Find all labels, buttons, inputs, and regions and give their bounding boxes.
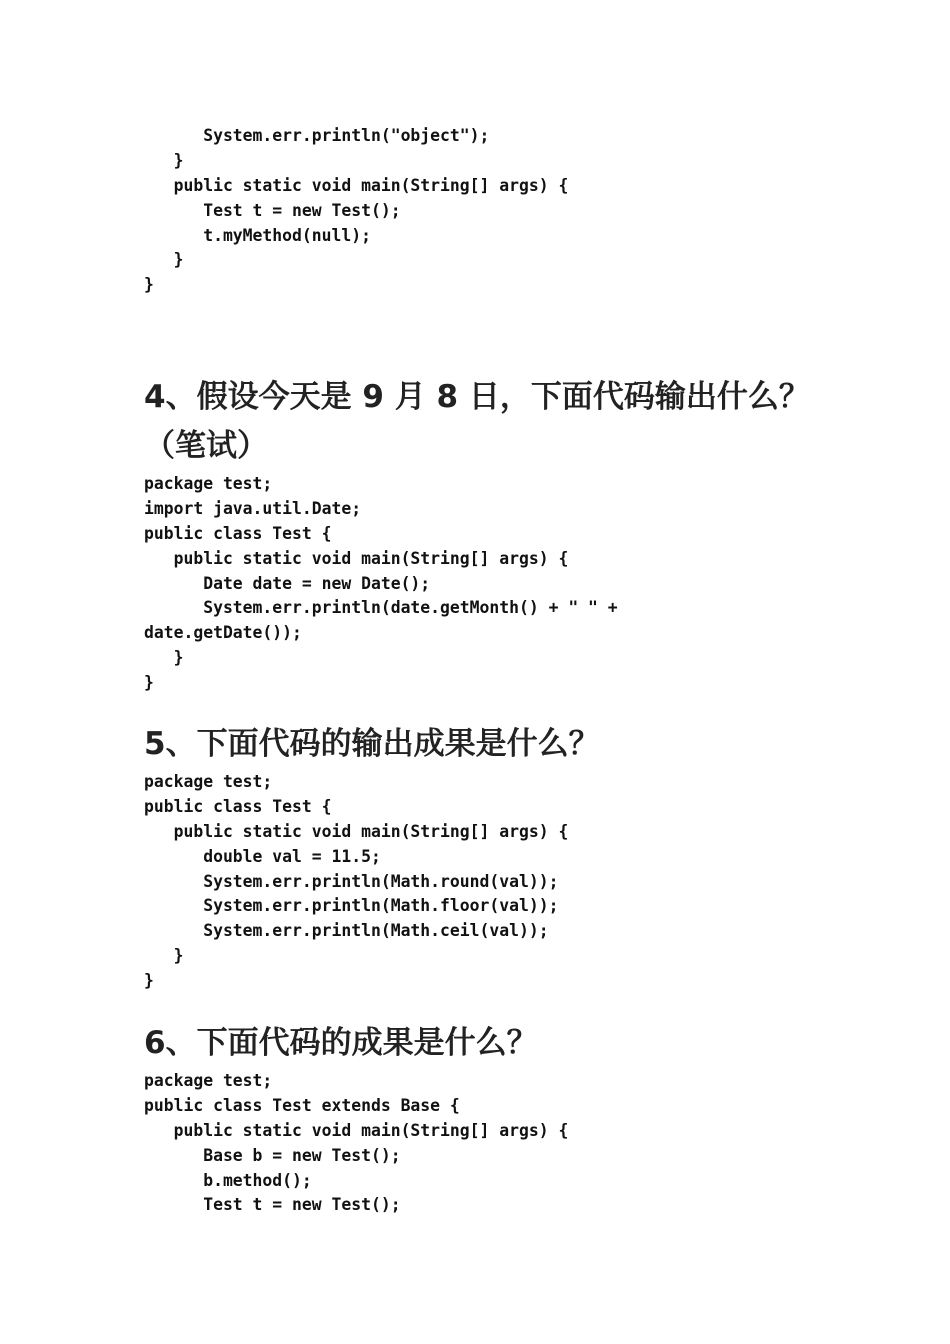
code-line: } [144, 971, 154, 991]
question-5-code [144, 770, 568, 994]
code-line: System.err.println(date.getMonth() + " " + [144, 598, 618, 618]
code-line: System.err.println("object"); [144, 126, 490, 145]
question-4-code [144, 472, 618, 696]
code-line: } [144, 648, 184, 668]
code-line: double val = 11.5; [144, 846, 381, 866]
question-5-heading [144, 720, 600, 769]
code-line: import java.util.Date; [144, 498, 362, 518]
code-line: package test; [144, 1071, 273, 1090]
code-line: } [144, 250, 184, 270]
code-line: Test t = new Test(); [144, 1195, 401, 1215]
code-line: t.myMethod(null); [144, 225, 371, 245]
code-line: System.err.println(Math.round(val)); [144, 871, 559, 891]
code-line: public static void main(String[] args) { [144, 1120, 569, 1140]
question-5-heading-text: 5、下面代码的输出成果是什么？ [144, 726, 600, 762]
code-line: System.err.println(Math.floor(val)); [144, 896, 559, 916]
question-4-heading-line-2: （笔试） [144, 428, 268, 464]
code-line: Date date = new Date(); [144, 573, 431, 593]
code-line: public static void main(String[] args) { [144, 821, 569, 841]
code-line: } [144, 150, 184, 170]
code-line: } [144, 673, 154, 693]
code-block-1 [144, 124, 568, 298]
code-line: public class Test extends Base { [144, 1095, 460, 1115]
question-6-heading-text: 6、下面代码的成果是什么？ [144, 1025, 538, 1061]
code-line: package test; [144, 772, 273, 791]
code-line: } [144, 946, 184, 966]
code-line: package test; [144, 474, 273, 493]
code-line: public class Test { [144, 523, 332, 543]
code-line: public static void main(String[] args) { [144, 175, 569, 195]
code-line: Base b = new Test(); [144, 1145, 401, 1165]
code-line: System.err.println(Math.ceil(val)); [144, 921, 549, 941]
code-line: b.method(); [144, 1170, 312, 1190]
code-line: date.getDate()); [144, 623, 302, 643]
code-line: public static void main(String[] args) { [144, 548, 569, 568]
code-line: } [144, 275, 154, 295]
question-6-heading [144, 1019, 538, 1068]
code-line: public class Test { [144, 796, 332, 816]
code-line: Test t = new Test(); [144, 200, 401, 220]
question-4-heading [144, 373, 810, 471]
question-4-heading-line-1: 4、假设今天是 9 月 8 日，下面代码输出什么？ [144, 379, 810, 415]
question-6-code [144, 1069, 568, 1218]
